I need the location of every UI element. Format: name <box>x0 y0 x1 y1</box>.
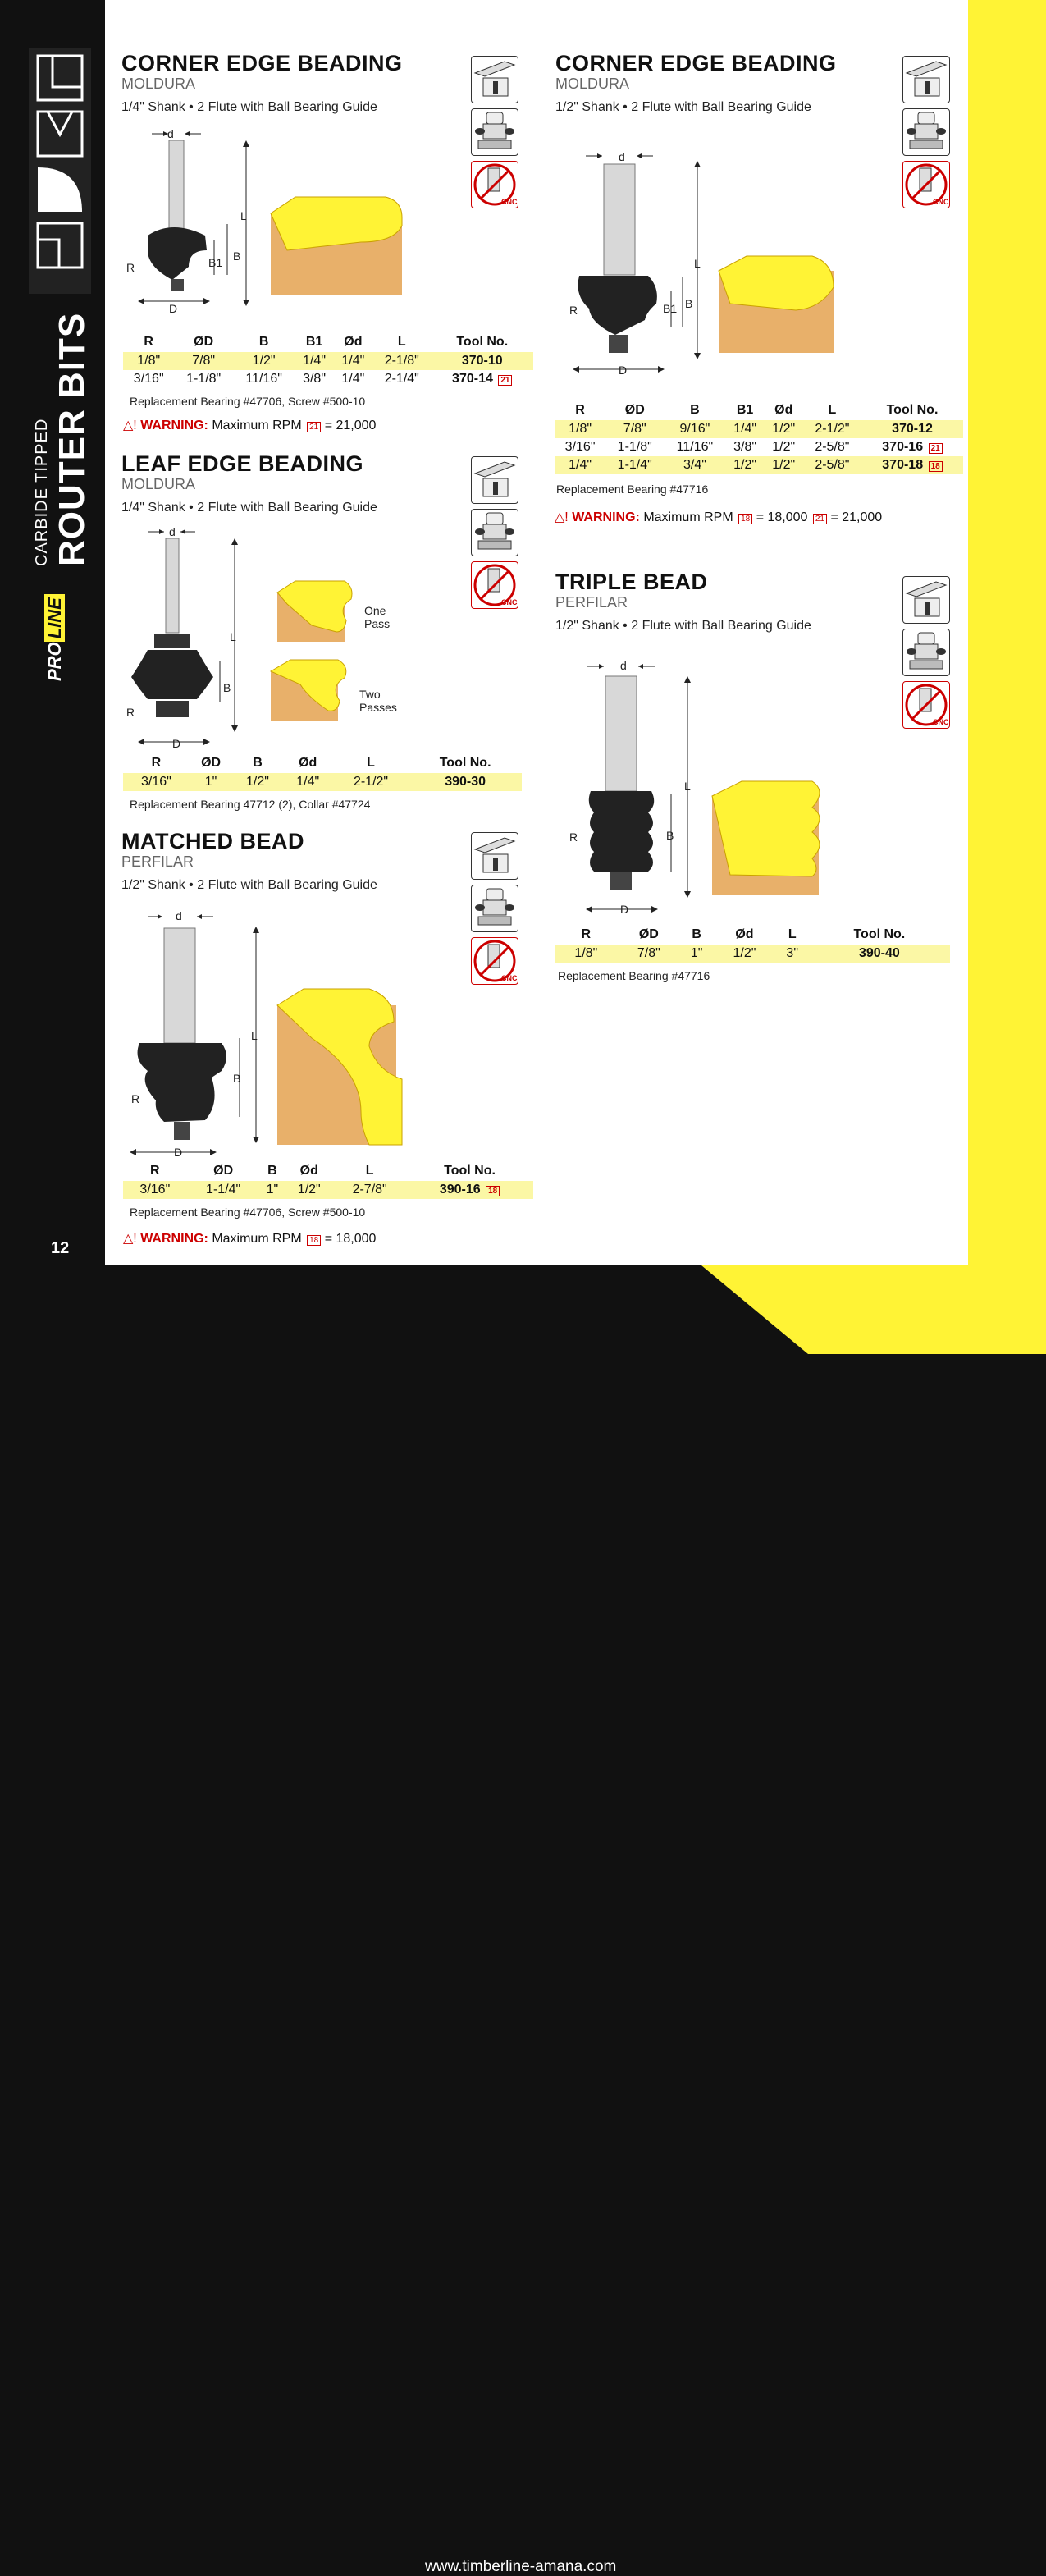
table-cell: 7/8" <box>174 352 232 370</box>
section-subtitle: MOLDURA <box>555 75 630 92</box>
dim-d: d <box>619 150 625 163</box>
rpm-badge: 18 <box>307 1235 321 1246</box>
table-row <box>555 420 963 438</box>
table-cell: 7/8" <box>618 945 681 963</box>
dim-d: d <box>620 659 627 672</box>
dim-D: D <box>619 364 628 377</box>
column-header: B <box>692 927 701 941</box>
warning-triangle-icon: △! <box>123 419 137 432</box>
dim-B: B <box>685 297 693 310</box>
rpm-warning <box>123 417 376 433</box>
column-header: L <box>788 927 797 941</box>
warning-value: = 21,000 <box>324 419 377 432</box>
column-header: R <box>575 403 585 417</box>
column-header: B1 <box>736 403 754 417</box>
dim-R: R <box>569 304 578 317</box>
tool-number-cell[interactable]: 370-10 <box>432 352 534 370</box>
table-cell: 1-1/8" <box>186 372 222 386</box>
warning-label: WARNING: <box>140 1232 208 1246</box>
table-cell: 1/2" <box>232 773 282 791</box>
yellow-strip <box>968 0 1046 1354</box>
table-cell: 2-5/8" <box>815 440 850 454</box>
table-cell: 1/2" <box>765 456 803 474</box>
table-row <box>123 370 533 388</box>
table-cell: 11/16" <box>676 440 714 454</box>
dim-D: D <box>169 302 178 315</box>
tool-number-cell[interactable]: 370-16 21 <box>861 438 963 456</box>
dim-B: B <box>666 829 674 842</box>
table-cell: 1/2" <box>726 456 765 474</box>
side-small-title: CARBIDE TIPPED <box>33 418 51 566</box>
shank-description: 1/4" Shank • 2 Flute with Ball Bearing Guide <box>121 100 377 114</box>
table-cell: 3" <box>776 945 809 963</box>
column-header: Ød <box>299 756 317 770</box>
table-cell: 3/16" <box>123 1181 187 1199</box>
table-cell: 1/2" <box>285 1181 333 1199</box>
profile-cove-icon <box>36 166 84 213</box>
section-subtitle: MOLDURA <box>121 75 196 92</box>
column-header: ØD <box>194 335 214 349</box>
column-header: R <box>144 335 153 349</box>
column-header: ØD <box>638 927 659 941</box>
leaf-edge-beading-diagram <box>123 525 369 747</box>
hand-router-icon <box>471 885 518 932</box>
table-cell: 1-1/4" <box>187 1181 260 1199</box>
table-cell: 1/8" <box>123 352 174 370</box>
cnc-not-recommended-icon <box>471 561 518 609</box>
replacement-note: Replacement Bearing 47712 (2), Collar #47724 <box>130 798 371 811</box>
usage-icons <box>902 56 950 213</box>
table-cell: 2-7/8" <box>333 1181 406 1199</box>
dim-d: d <box>169 525 176 538</box>
one-pass-label: One Pass <box>364 604 391 630</box>
proline-logo <box>44 594 66 681</box>
section-corner-edge-beading-half <box>555 51 884 115</box>
table-cell: 3/8" <box>733 440 757 454</box>
table-header-row <box>123 332 533 352</box>
warning-value: = 18,000 <box>324 1232 377 1246</box>
dim-R: R <box>131 1092 140 1105</box>
table-cell: 1" <box>190 773 233 791</box>
svg-text:CNC: CNC <box>933 198 949 206</box>
proline-line: LINE <box>44 594 65 642</box>
table-row <box>555 456 963 474</box>
table-row <box>555 438 963 456</box>
table-cell: 1/2" <box>713 945 776 963</box>
footer <box>0 1265 1046 2575</box>
table-cell: 3/16" <box>123 773 190 791</box>
dim-d: d <box>167 127 174 140</box>
dim-R: R <box>126 706 135 719</box>
table-cell: 1/4" <box>341 372 365 386</box>
column-header: R <box>581 927 592 941</box>
column-header: Ød <box>299 1164 318 1178</box>
rpm-warning <box>123 1230 376 1247</box>
replacement-note: Replacement Bearing #47706, Screw #500-10 <box>130 1206 366 1219</box>
table-header-row <box>555 400 963 420</box>
table-row <box>123 352 533 370</box>
shank-description: 1/2" Shank • 2 Flute with Ball Bearing Guide <box>555 619 811 633</box>
profile-logo <box>29 48 91 294</box>
profile-v-icon <box>36 110 84 158</box>
table-cell: 3/8" <box>303 372 326 386</box>
spec-table-ceb-quarter <box>123 332 533 388</box>
page-number: 12 <box>51 1239 70 1257</box>
warning-label: WARNING: <box>572 510 640 524</box>
proline-pro: PRO <box>44 642 65 681</box>
table-cell: 1" <box>260 1181 285 1199</box>
dim-D: D <box>174 1146 183 1159</box>
section-title: CORNER EDGE BEADING <box>555 51 837 75</box>
table-cell: 9/16" <box>664 420 725 438</box>
column-header: L <box>397 335 406 349</box>
footer-yellow-wedge <box>0 1265 1046 1354</box>
dim-L: L <box>251 1029 258 1042</box>
tool-number-cell[interactable]: 370-14 21 <box>432 370 534 388</box>
rpm-warning <box>555 509 882 525</box>
table-header-row <box>123 1161 533 1181</box>
column-header: R <box>151 756 162 770</box>
rpm-badge: 21 <box>929 443 943 454</box>
table-row <box>555 945 950 963</box>
table-cell: 7/8" <box>605 420 664 438</box>
table-cell: 1" <box>680 945 713 963</box>
profile-square-icon <box>36 54 84 102</box>
table-cell: 1/4" <box>283 773 333 791</box>
svg-text:CNC: CNC <box>933 718 949 726</box>
warning-label: WARNING: <box>140 419 208 432</box>
spec-table-ceb-half <box>555 400 963 474</box>
section-title: LEAF EDGE BEADING <box>121 451 364 476</box>
rpm-badge: 21 <box>498 375 512 386</box>
dim-B: B <box>233 249 241 263</box>
dim-B1: B1 <box>208 256 223 269</box>
column-header: L <box>367 756 375 770</box>
svg-text:CNC: CNC <box>501 198 518 206</box>
table-cell: 3/4" <box>664 456 725 474</box>
rpm-badge: 21 <box>813 514 827 524</box>
table-row <box>123 773 522 791</box>
table-cell: 1-1/8" <box>617 440 652 454</box>
shank-description: 1/2" Shank • 2 Flute with Ball Bearing Guide <box>121 878 377 892</box>
table-cell: 1/4" <box>334 352 372 370</box>
dim-D: D <box>620 903 629 916</box>
column-header: Tool No. <box>439 756 491 770</box>
router-table-icon <box>471 832 518 880</box>
dim-L: L <box>684 780 691 793</box>
section-subtitle: PERFILAR <box>555 594 628 611</box>
hand-router-icon <box>902 108 950 156</box>
column-header: ØD <box>213 1164 234 1178</box>
column-header: Tool No. <box>853 927 906 941</box>
sidebar <box>0 0 105 1354</box>
table-cell: 3/16" <box>133 372 164 386</box>
table-cell: 1/8" <box>555 945 618 963</box>
section-triple-bead <box>555 570 884 634</box>
warning-triangle-icon: △! <box>123 1232 137 1246</box>
cnc-not-recommended-icon <box>902 681 950 729</box>
footer-url[interactable]: www.timberline-amana.com <box>425 2558 617 2575</box>
matched-bead-diagram <box>123 907 418 1161</box>
column-header: Tool No. <box>886 403 939 417</box>
section-title: CORNER EDGE BEADING <box>121 51 403 75</box>
rpm-badge: 18 <box>929 461 943 472</box>
warning-text: Maximum RPM <box>643 510 733 524</box>
table-header-row <box>555 925 950 945</box>
column-header: R <box>150 1164 160 1178</box>
shank-description: 1/4" Shank • 2 Flute with Ball Bearing Guide <box>121 501 377 515</box>
tool-number-cell[interactable]: 370-12 <box>861 420 963 438</box>
svg-text:CNC: CNC <box>501 598 518 606</box>
tool-number-cell[interactable]: 390-30 <box>409 773 522 791</box>
hand-router-icon <box>471 108 518 156</box>
cnc-not-recommended-icon <box>471 161 518 208</box>
section-matched-bead <box>121 829 466 893</box>
dim-D: D <box>172 737 181 750</box>
column-header: Tool No. <box>444 1164 496 1178</box>
replacement-note: Replacement Bearing #47706, Screw #500-10 <box>130 395 366 408</box>
column-header: B <box>258 335 269 349</box>
dim-B1: B1 <box>663 302 678 315</box>
shank-description: 1/2" Shank • 2 Flute with Ball Bearing Guide <box>555 100 811 114</box>
table-cell: 1/4" <box>555 456 605 474</box>
warning-text: Maximum RPM <box>212 1232 302 1246</box>
section-subtitle: PERFILAR <box>121 853 194 870</box>
section-corner-edge-beading-quarter <box>121 51 466 115</box>
table-cell: 2-1/2" <box>333 773 409 791</box>
rpm-badge: 18 <box>738 514 752 524</box>
table-cell: 1/2" <box>772 440 796 454</box>
usage-icons <box>471 832 518 990</box>
column-header: B <box>253 756 263 770</box>
cnc-not-recommended-icon <box>471 937 518 985</box>
dim-L: L <box>694 257 701 270</box>
column-header: ØD <box>201 756 222 770</box>
replacement-note: Replacement Bearing #47716 <box>558 969 710 982</box>
corner-edge-beading-half-diagram <box>566 148 861 377</box>
column-header: B <box>690 403 700 417</box>
tool-number-cell[interactable]: 390-40 <box>809 945 950 963</box>
table-cell: 1/8" <box>555 420 605 438</box>
section-subtitle: MOLDURA <box>121 476 196 492</box>
column-header: B1 <box>305 335 323 349</box>
section-title: MATCHED BEAD <box>121 829 304 853</box>
section-leaf-edge-beading <box>121 451 466 515</box>
router-table-icon <box>902 576 950 624</box>
dim-L: L <box>230 630 236 643</box>
profile-rabbet-icon <box>36 222 84 269</box>
table-cell: 2-1/8" <box>372 352 431 370</box>
section-title: TRIPLE BEAD <box>555 570 708 594</box>
spec-table-leaf <box>123 753 522 791</box>
column-header: Ød <box>344 335 363 349</box>
tool-number-cell[interactable]: 390-16 18 <box>406 1181 533 1199</box>
hand-router-icon <box>471 509 518 556</box>
usage-icons <box>471 56 518 213</box>
table-cell: 2-1/2" <box>803 420 861 438</box>
column-header: Ød <box>774 403 793 417</box>
table-cell: 3/16" <box>564 440 596 454</box>
dim-L: L <box>240 209 247 222</box>
table-row <box>123 1181 533 1199</box>
two-passes-label: Two Passes <box>359 688 397 714</box>
usage-icons <box>471 456 518 614</box>
column-header: Ød <box>735 927 754 941</box>
svg-text:CNC: CNC <box>501 974 518 982</box>
spec-table-triple <box>555 925 950 963</box>
table-cell: 1/4" <box>295 352 333 370</box>
column-header: L <box>365 1164 374 1178</box>
rpm-badge: 18 <box>486 1186 500 1196</box>
router-table-icon <box>471 56 518 103</box>
column-header: Tool No. <box>456 335 509 349</box>
usage-icons <box>902 576 950 734</box>
router-table-icon <box>471 456 518 504</box>
table-cell: 1/2" <box>233 352 295 370</box>
cnc-not-recommended-icon <box>902 161 950 208</box>
corner-edge-beading-quarter-diagram <box>123 127 418 324</box>
spec-table-matched <box>123 1161 533 1199</box>
warning-text: Maximum RPM <box>212 419 302 432</box>
table-cell: 1/2" <box>765 420 803 438</box>
warning-triangle-icon: △! <box>555 510 569 524</box>
dim-B: B <box>223 681 231 694</box>
replacement-note: Replacement Bearing #47716 <box>556 483 709 496</box>
warning-value: = 18,000 <box>756 510 808 524</box>
column-header: B <box>267 1164 277 1178</box>
dim-d: d <box>176 909 182 922</box>
hand-router-icon <box>902 629 950 676</box>
warning-value: = 21,000 <box>830 510 883 524</box>
table-header-row <box>123 753 522 773</box>
table-cell: 1-1/4" <box>605 456 664 474</box>
dim-R: R <box>126 261 135 274</box>
column-header: L <box>828 403 837 417</box>
tool-number-cell[interactable]: 370-18 18 <box>861 456 963 474</box>
table-cell: 11/16" <box>245 372 282 386</box>
side-big-title: ROUTER BITS <box>52 312 92 566</box>
table-cell: 1/4" <box>726 420 765 438</box>
triple-bead-diagram <box>566 657 837 919</box>
rpm-badge: 21 <box>307 422 321 432</box>
dim-B: B <box>233 1072 241 1085</box>
dim-R: R <box>569 830 578 844</box>
column-header: ØD <box>624 403 645 417</box>
side-title <box>33 313 93 566</box>
router-table-icon <box>902 56 950 103</box>
table-cell: 2-5/8" <box>803 456 861 474</box>
table-cell: 2-1/4" <box>384 372 419 386</box>
